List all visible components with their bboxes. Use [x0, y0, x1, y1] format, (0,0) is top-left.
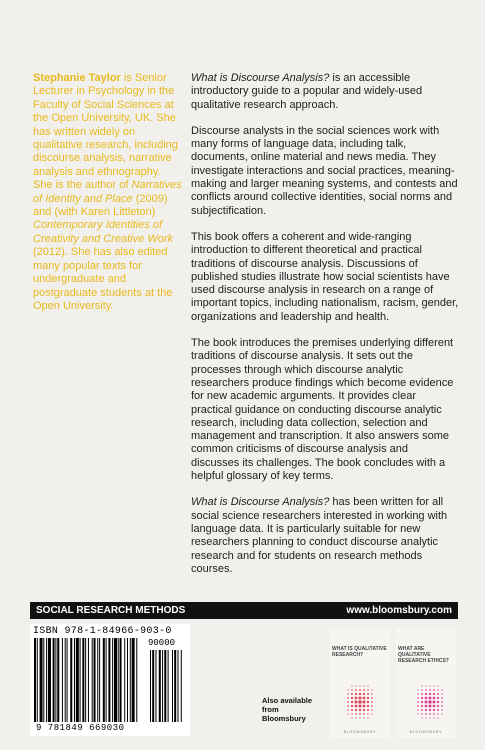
cover-art-1 [330, 628, 390, 738]
series-bar [30, 602, 458, 619]
description-paragraph-2: Discourse analysts in the social sciences work with many forms of language data, including talk, documents, online material and news media. They investigate interactions and social practices, meaning-making and larger meaning systems, and contests and conflicts around collective identities, social norms and subjectification. [191, 124, 458, 217]
isbn-text: ISBN 978-1-84966-903-0 [33, 626, 172, 637]
series-name: SOCIAL RESEARCH METHODS [36, 605, 186, 616]
author-book-1: Narratives of Identity and Place [33, 179, 182, 205]
related-book-title-2: WHAT ARE QUALITATIVE RESEARCH ETHICS? [398, 646, 449, 664]
description-paragraph-3: This book offers a coherent and wide-ranging introduction to different theoretical and practical traditions of discourse analysis. Discussions of published studies illustrate how social scientists have used discourse analysis in research on a range of important topics, including nationalism, racism, gender, organizations and leadership and health. [191, 230, 459, 323]
author-bio-text-3: (2012). She has also edited many popular texts for undergraduate and postgraduate students at the Open University. [33, 246, 173, 312]
related-book-cover-1[interactable] [330, 628, 390, 738]
barcode-panel [30, 624, 190, 736]
description-p5-text: has been written for all social science researchers interested in working with language data. It is particularly suitable for new researchers planning to conduct discourse analytic research and for students on research methods courses. [191, 496, 448, 575]
author-name: Stephanie Taylor [33, 72, 121, 84]
book-title-ref: What is Discourse Analysis? [191, 496, 330, 509]
barcode-image [34, 638, 146, 724]
related-book-cover-2[interactable] [396, 628, 456, 738]
related-books [330, 628, 458, 738]
description-paragraph-5 [191, 496, 459, 576]
author-bio-text-2: (2009) and (with Karen Littleton) [33, 192, 168, 219]
related-book-title-1: WHAT IS QUALITATIVE RESEARCH? [332, 646, 387, 658]
description-paragraph-1 [191, 72, 459, 112]
cover-publisher-1: BLOOMSBURY [343, 730, 377, 734]
cover-art-2 [396, 628, 456, 738]
cover-publisher-2: BLOOMSBURY [409, 730, 443, 734]
also-available-label: Also available from Bloomsbury [262, 696, 313, 723]
author-book-2: Contemporary Identities of Creativity and Creative Work [33, 219, 173, 245]
author-bio [33, 72, 183, 313]
author-bio-text-1: is Senior Lecturer in Psychology in the Faculty of Social Sciences at the Open University, UK. She has written widely on qualitative research, including discourse analysis, narrative analysis and ethnography. She is the author of [33, 72, 178, 192]
description-p1-text: is an accessible introductory guide to a popular and widely-used qualitative research approach. [191, 72, 423, 111]
publisher-url: www.bloomsbury.com [346, 605, 452, 616]
book-description [191, 72, 459, 589]
book-title-ref: What is Discourse Analysis? [191, 72, 330, 84]
price-code: 90000 [148, 638, 176, 648]
ean-number: 9 781849 669030 [36, 723, 125, 733]
addon-barcode-image [150, 650, 184, 724]
description-paragraph-4: The book introduces the premises underlying different traditions of discourse analysis. It sets out the processes through which discourse analytic researchers produce findings which become evidence for new academic arguments. It provides clear practical guidance on conducting discourse analytic research, including data collection, selection and management and transcription. It also answers some common criticisms of discourse analysis and discusses its challenges. The book concludes with a helpful glossary of key terms. [191, 337, 454, 483]
